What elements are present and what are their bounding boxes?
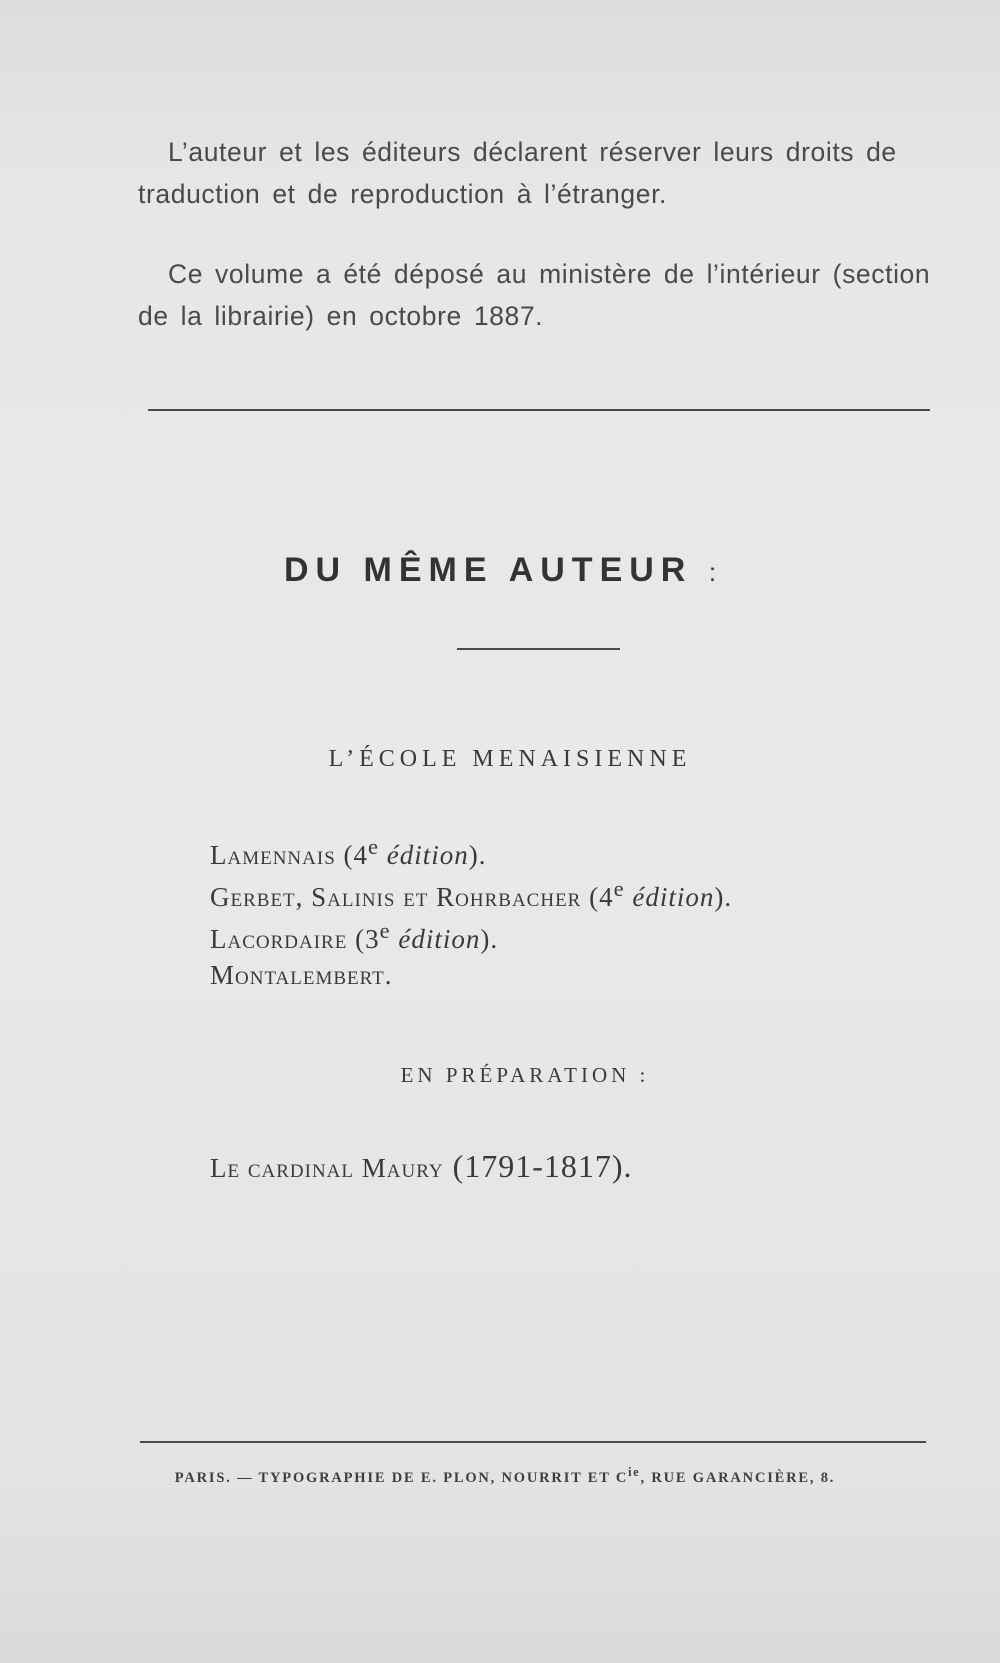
edition-suffix: e (379, 918, 391, 943)
edition-suffix: e (368, 834, 380, 859)
edition-close: ). (714, 882, 733, 912)
edition-suffix: e (613, 876, 625, 901)
edition-label: édition (624, 882, 715, 912)
edition-label: édition (390, 924, 481, 954)
forthcoming-work (210, 1148, 633, 1185)
forthcoming-title: Le cardinal Maury (210, 1153, 444, 1183)
printer-imprint (0, 1465, 1000, 1487)
imprint-rest: , RUE GARANCIÈRE, 8. (640, 1469, 836, 1486)
work-title: Gerbet, Salinis et Rohrbacher (210, 882, 582, 912)
edition-label: édition (379, 840, 469, 870)
heading-divider (457, 648, 620, 650)
preparation-label: EN PRÉPARATION : (400, 1063, 650, 1087)
edition-number: (3 (347, 924, 380, 954)
imprint-text: PARIS. — TYPOGRAPHIE DE E. PLON, NOURRIT ET C (174, 1469, 629, 1486)
imprint-sup: ie (628, 1465, 641, 1479)
heading-text: DU MÊME AUTEUR (283, 551, 693, 589)
forthcoming-dates: (1791-1817). (443, 1148, 633, 1184)
work-title: Lamennais (210, 840, 336, 870)
work-title: Montalembert. (210, 960, 393, 990)
work-title: Lacordaire (210, 924, 348, 954)
series-title: L’ÉCOLE MENAISIENNE (328, 746, 692, 772)
work-entry (210, 918, 498, 955)
edition-close: ). (468, 840, 487, 870)
edition-number: (4 (335, 840, 369, 870)
work-entry (210, 876, 732, 913)
page-heading (0, 551, 1000, 590)
deposit-notice: Ce volume a été déposé au ministère de l’intérieur (section de la librairie) en octobre 1887. (138, 259, 931, 331)
edition-close: ). (480, 924, 499, 954)
bottom-divider (140, 1441, 926, 1443)
heading-colon: : (708, 557, 717, 587)
work-entry (210, 960, 393, 991)
work-entry (210, 834, 487, 871)
top-divider (148, 409, 930, 411)
edition-number: (4 (581, 882, 614, 912)
rights-notice: L’auteur et les éditeurs déclarent réserver leurs droits de traduction et de reproduction à l’étranger. (138, 137, 897, 209)
